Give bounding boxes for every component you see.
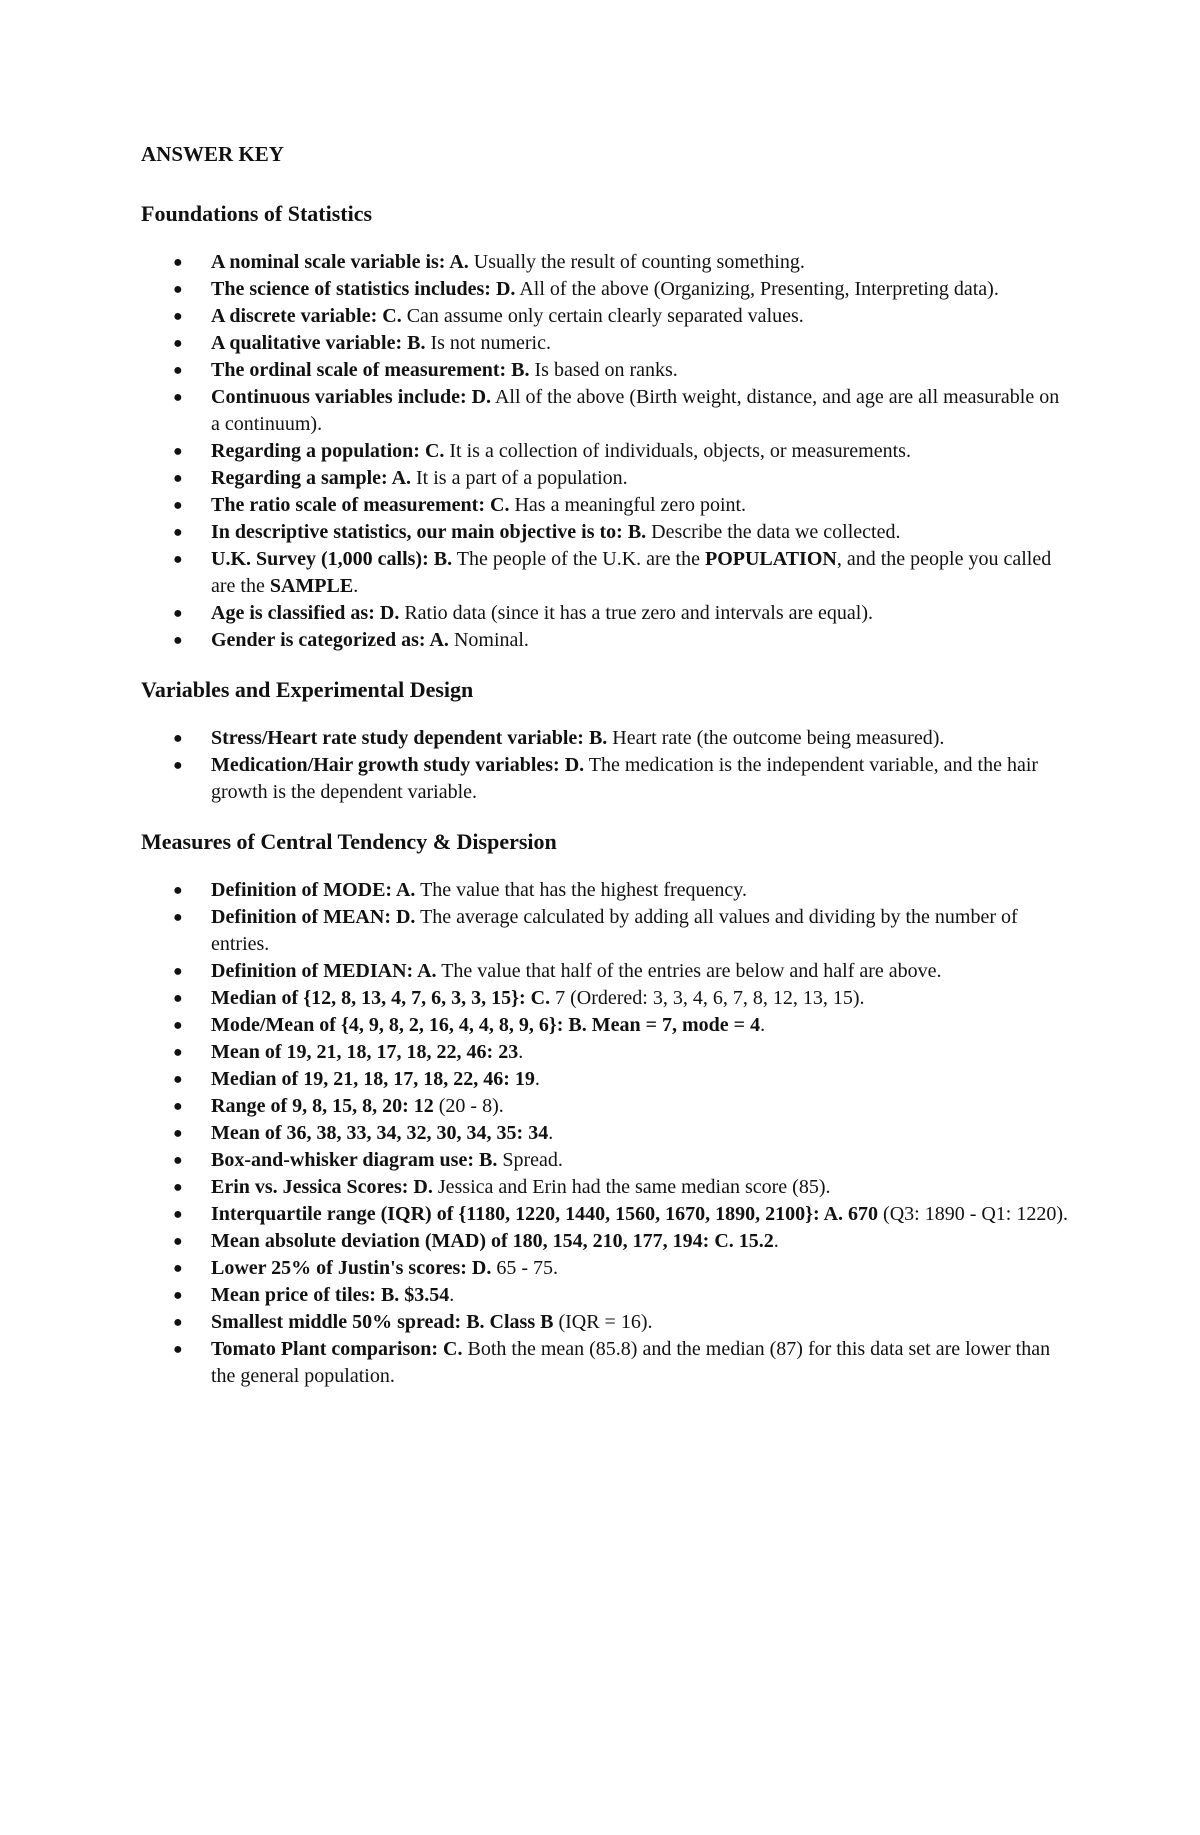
answer-explanation: All of the above (Organizing, Presenting, Interpreting data). bbox=[515, 278, 999, 300]
answer-choice: B. Mean = 7, mode = 4 bbox=[563, 1014, 761, 1036]
bullet-icon: ● bbox=[173, 443, 183, 460]
question-text: The science of statistics includes: bbox=[211, 278, 491, 300]
answer-choice: A. bbox=[413, 960, 437, 982]
bullet-icon: ● bbox=[173, 470, 183, 487]
bullet-icon: ● bbox=[173, 1341, 183, 1358]
answer-explanation: . bbox=[773, 1230, 779, 1252]
answer-choice: C. bbox=[485, 494, 510, 516]
answer-choice: A. bbox=[445, 251, 469, 273]
question-text: Continuous variables include: bbox=[211, 386, 467, 408]
question-text: A qualitative variable: bbox=[211, 332, 403, 354]
answer-explanation: All of the above (Birth weight, distance, and age are all measurable on a continuum). bbox=[211, 386, 1060, 435]
section-heading: Variables and Experimental Design bbox=[141, 677, 474, 702]
answer-item bbox=[141, 752, 1071, 806]
question-text: Regarding a population: bbox=[211, 440, 420, 462]
question-text: Definition of MODE: bbox=[211, 879, 393, 901]
answer-item bbox=[141, 725, 1071, 752]
answer-key-page bbox=[141, 140, 1071, 1412]
answer-item bbox=[141, 1120, 1071, 1147]
answer-choice: B. Class B bbox=[461, 1311, 554, 1333]
answer-explanation: Nominal. bbox=[448, 629, 529, 651]
question-text: Smallest middle 50% spread: bbox=[211, 1311, 462, 1333]
bullet-icon: ● bbox=[173, 308, 183, 325]
answer-choice: D. bbox=[374, 602, 400, 624]
answer-item bbox=[141, 1255, 1071, 1282]
answer-item bbox=[141, 465, 1071, 492]
answer-item bbox=[141, 1309, 1071, 1336]
question-text: Median of {12, 8, 13, 4, 7, 6, 3, 3, 15}: bbox=[211, 987, 526, 1009]
answer-explanation: . bbox=[518, 1041, 524, 1063]
bullet-icon: ● bbox=[173, 909, 183, 926]
question-text: Lower 25% of Justin's scores: bbox=[211, 1257, 467, 1279]
answer-choice: B. bbox=[583, 727, 608, 749]
bullet-icon: ● bbox=[173, 963, 183, 980]
answer-choice: C. bbox=[377, 305, 402, 327]
answer-explanation: The value that has the highest frequency. bbox=[415, 879, 747, 901]
answer-explanation: 7 (Ordered: 3, 3, 4, 6, 7, 8, 12, 13, 15). bbox=[550, 987, 865, 1009]
answer-item bbox=[141, 1201, 1071, 1228]
answer-item bbox=[141, 303, 1071, 330]
answer-list bbox=[141, 249, 1071, 654]
answer-explanation: . bbox=[534, 1068, 540, 1090]
question-text: Interquartile range (IQR) of {1180, 1220, 1440, 1560, 1670, 1890, 2100}: bbox=[211, 1203, 820, 1225]
question-text: Definition of MEDIAN: bbox=[211, 960, 414, 982]
answer-explanation: Can assume only certain clearly separated values. bbox=[401, 305, 804, 327]
question-text: Mode/Mean of {4, 9, 8, 2, 16, 4, 4, 8, 9, 6}: bbox=[211, 1014, 564, 1036]
bullet-icon: ● bbox=[173, 1179, 183, 1196]
bullet-icon: ● bbox=[173, 757, 183, 774]
answer-choice: B. bbox=[506, 359, 530, 381]
answer-emphasis: SAMPLE bbox=[269, 575, 354, 597]
bullet-icon: ● bbox=[173, 1287, 183, 1304]
bullet-icon: ● bbox=[173, 1071, 183, 1088]
answer-choice: 12 bbox=[408, 1095, 434, 1117]
question-text: The ratio scale of measurement: bbox=[211, 494, 486, 516]
answer-explanation: (IQR = 16). bbox=[553, 1311, 653, 1333]
answer-item bbox=[141, 1336, 1071, 1390]
bullet-icon: ● bbox=[173, 362, 183, 379]
bullet-icon: ● bbox=[173, 1017, 183, 1034]
bullet-icon: ● bbox=[173, 1152, 183, 1169]
answer-explanation: Heart rate (the outcome being measured). bbox=[607, 727, 945, 749]
answer-item bbox=[141, 438, 1071, 465]
bullet-icon: ● bbox=[173, 1260, 183, 1277]
answer-choice: A. bbox=[387, 467, 412, 489]
answer-explanation: Usually the result of counting something. bbox=[468, 251, 805, 273]
answer-item bbox=[141, 600, 1071, 627]
question-text: Medication/Hair growth study variables: bbox=[211, 754, 560, 776]
answer-choice: D. bbox=[490, 278, 516, 300]
sections-container bbox=[141, 200, 1071, 1390]
bullet-icon: ● bbox=[173, 730, 183, 747]
question-text: Age is classified as: bbox=[211, 602, 375, 624]
answer-item bbox=[141, 904, 1071, 958]
answer-explanation: 65 - 75. bbox=[491, 1257, 559, 1279]
answer-item bbox=[141, 1174, 1071, 1201]
answer-explanation: The value that half of the entries are below and half are above. bbox=[436, 960, 942, 982]
answer-explanation: Describe the data we collected. bbox=[646, 521, 901, 543]
question-text: Box-and-whisker diagram use: bbox=[211, 1149, 474, 1171]
answer-explanation: Both the mean (85.8) and the median (87) for this data set are lower than the general population. bbox=[211, 1338, 1051, 1387]
question-text: Tomato Plant comparison: bbox=[211, 1338, 439, 1360]
answer-item bbox=[141, 877, 1071, 904]
answer-choice: B. bbox=[428, 548, 453, 570]
answer-choice: A. bbox=[425, 629, 449, 651]
question-text: U.K. Survey (1,000 calls): bbox=[211, 548, 429, 570]
answer-choice: 34 bbox=[523, 1122, 549, 1144]
answer-item bbox=[141, 1282, 1071, 1309]
question-text: The ordinal scale of measurement: bbox=[211, 359, 507, 381]
answer-choice: C. bbox=[438, 1338, 463, 1360]
bullet-icon: ● bbox=[173, 1125, 183, 1142]
question-text: Mean absolute deviation (MAD) of 180, 154, 210, 177, 194: bbox=[211, 1230, 710, 1252]
bullet-icon: ● bbox=[173, 1098, 183, 1115]
document-title: ANSWER KEY bbox=[141, 142, 284, 166]
bullet-icon: ● bbox=[173, 281, 183, 298]
answer-choice: C. bbox=[419, 440, 445, 462]
answer-item bbox=[141, 276, 1071, 303]
answer-item bbox=[141, 958, 1071, 985]
question-text: Range of 9, 8, 15, 8, 20: bbox=[211, 1095, 409, 1117]
bullet-icon: ● bbox=[173, 882, 183, 899]
answer-choice: C. bbox=[525, 987, 551, 1009]
answer-explanation: Has a meaningful zero point. bbox=[509, 494, 747, 516]
answer-explanation: Is based on ranks. bbox=[529, 359, 678, 381]
bullet-icon: ● bbox=[173, 524, 183, 541]
answer-choice: 23 bbox=[493, 1041, 519, 1063]
answer-emphasis: POPULATION bbox=[704, 548, 837, 570]
question-text: Regarding a sample: bbox=[211, 467, 388, 489]
bullet-icon: ● bbox=[173, 1206, 183, 1223]
answer-explanation: . bbox=[760, 1014, 766, 1036]
answer-explanation: The average calculated by adding all values and dividing by the number of entries. bbox=[211, 906, 1018, 955]
answer-item bbox=[141, 1066, 1071, 1093]
section-heading: Foundations of Statistics bbox=[141, 201, 373, 226]
answer-choice: A. 670 bbox=[819, 1203, 879, 1225]
answer-item bbox=[141, 546, 1071, 600]
bullet-icon: ● bbox=[173, 497, 183, 514]
answer-item bbox=[141, 384, 1071, 438]
question-text: Median of 19, 21, 18, 17, 18, 22, 46: bbox=[211, 1068, 510, 1090]
bullet-icon: ● bbox=[173, 1314, 183, 1331]
bullet-icon: ● bbox=[173, 632, 183, 649]
answer-choice: D. bbox=[466, 1257, 492, 1279]
question-text: Definition of MEAN: bbox=[211, 906, 391, 928]
answer-choice: D. bbox=[408, 1176, 433, 1198]
question-text: A nominal scale variable is: bbox=[211, 251, 446, 273]
answer-choice: D. bbox=[466, 386, 492, 408]
bullet-icon: ● bbox=[173, 551, 183, 568]
answer-explanation: . bbox=[353, 575, 359, 597]
question-text: Stress/Heart rate study dependent variable: bbox=[211, 727, 584, 749]
question-text: Erin vs. Jessica Scores: bbox=[211, 1176, 409, 1198]
answer-item bbox=[141, 1228, 1071, 1255]
bullet-icon: ● bbox=[173, 605, 183, 622]
answer-item bbox=[141, 1012, 1071, 1039]
answer-item bbox=[141, 627, 1071, 654]
answer-explanation: The people of the U.K. are the bbox=[452, 548, 705, 570]
answer-explanation: . bbox=[449, 1284, 455, 1306]
answer-explanation: The medication is the independent variable, and the hair growth is the dependent variable. bbox=[211, 754, 1039, 803]
answer-explanation: Spread. bbox=[497, 1149, 563, 1171]
answer-explanation: It is a collection of individuals, objects, or measurements. bbox=[444, 440, 911, 462]
answer-choice: D. bbox=[559, 754, 585, 776]
question-text: Gender is categorized as: bbox=[211, 629, 426, 651]
answer-explanation: (20 - 8). bbox=[433, 1095, 504, 1117]
question-text: In descriptive statistics, our main objective is to: bbox=[211, 521, 623, 543]
question-text: Mean of 36, 38, 33, 34, 32, 30, 34, 35: bbox=[211, 1122, 524, 1144]
answer-item bbox=[141, 357, 1071, 384]
answer-list bbox=[141, 725, 1071, 806]
answer-explanation: (Q3: 1890 - Q1: 1220). bbox=[878, 1203, 1069, 1225]
answer-list bbox=[141, 877, 1071, 1390]
section-heading: Measures of Central Tendency & Dispersion bbox=[141, 829, 557, 854]
answer-explanation: It is a part of a population. bbox=[411, 467, 628, 489]
answer-item bbox=[141, 1039, 1071, 1066]
question-text: A discrete variable: bbox=[211, 305, 378, 327]
bullet-icon: ● bbox=[173, 1233, 183, 1250]
answer-item bbox=[141, 1093, 1071, 1120]
bullet-icon: ● bbox=[173, 335, 183, 352]
bullet-icon: ● bbox=[173, 990, 183, 1007]
answer-choice: B. $3.54 bbox=[375, 1284, 450, 1306]
answer-explanation: Is not numeric. bbox=[425, 332, 551, 354]
question-text: Mean of 19, 21, 18, 17, 18, 22, 46: bbox=[211, 1041, 494, 1063]
answer-explanation: Ratio data (since it has a true zero and intervals are equal). bbox=[399, 602, 874, 624]
answer-choice: B. bbox=[402, 332, 426, 354]
answer-explanation: . bbox=[548, 1122, 554, 1144]
answer-item bbox=[141, 330, 1071, 357]
answer-item bbox=[141, 985, 1071, 1012]
answer-choice: A. bbox=[392, 879, 416, 901]
answer-item bbox=[141, 519, 1071, 546]
answer-item bbox=[141, 249, 1071, 276]
answer-choice: D. bbox=[390, 906, 416, 928]
answer-choice: 19 bbox=[509, 1068, 535, 1090]
answer-choice: B. bbox=[474, 1149, 498, 1171]
answer-item bbox=[141, 492, 1071, 519]
bullet-icon: ● bbox=[173, 1044, 183, 1061]
answer-choice: B. bbox=[622, 521, 647, 543]
bullet-icon: ● bbox=[173, 254, 183, 271]
answer-choice: C. 15.2 bbox=[709, 1230, 774, 1252]
bullet-icon: ● bbox=[173, 389, 183, 406]
question-text: Mean price of tiles: bbox=[211, 1284, 376, 1306]
answer-explanation: Jessica and Erin had the same median score (85). bbox=[432, 1176, 831, 1198]
answer-item bbox=[141, 1147, 1071, 1174]
answer-explanation: , and the people you called are the bbox=[211, 548, 1052, 597]
